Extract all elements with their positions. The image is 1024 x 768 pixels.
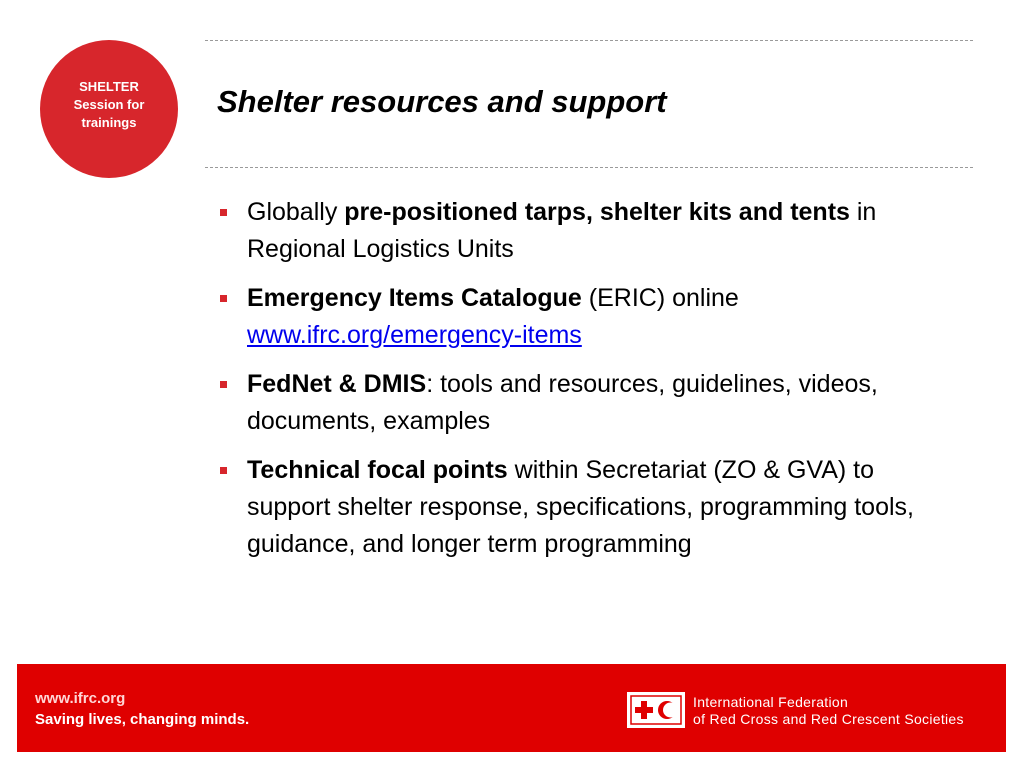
footer-slogan: Saving lives, changing minds.	[35, 711, 250, 728]
bullet-item-prepositioned-stock	[217, 194, 937, 268]
top-divider	[205, 40, 973, 41]
bullet-text-bold: Emergency Items Catalogue	[247, 284, 582, 312]
square-bullet-icon	[220, 381, 227, 388]
bullet-item-focal-points	[217, 452, 937, 563]
footer-org-line-2: of Red Cross and Red Crescent Societies	[693, 711, 964, 727]
bullet-text-post: (ERIC) online	[581, 284, 739, 312]
slide-title: Shelter resources and support	[217, 84, 667, 119]
red-cross-red-crescent-logo-icon	[628, 693, 684, 727]
badge-line-1: SHELTER	[79, 79, 139, 94]
bullet-text-pre: Globally	[247, 198, 345, 226]
footer-url: www.ifrc.org	[35, 690, 126, 707]
bullet-text-bold: Technical focal points	[247, 456, 508, 484]
shelter-session-badge	[40, 40, 178, 178]
logo-svg	[630, 695, 682, 725]
badge-line-3: trainings	[81, 115, 137, 130]
bottom-divider	[205, 167, 973, 168]
square-bullet-icon	[220, 209, 227, 216]
square-bullet-icon	[220, 467, 227, 474]
bullet-text-post: within Secretariat (ZO & GVA) to support shelter response, specifications, programming tools, guidance, and longer term programming	[247, 456, 914, 558]
footer-bar	[17, 664, 1006, 752]
footer-org-line-1: International Federation	[693, 694, 849, 710]
bullet-item-eric	[217, 280, 937, 354]
square-bullet-icon	[220, 295, 227, 302]
bullet-text-post: : tools and resources, guidelines, videos, documents, examples	[247, 370, 878, 435]
bullet-item-fednet-dmis	[217, 366, 937, 440]
badge-line-2: Session for	[73, 97, 145, 112]
footer-left	[35, 688, 249, 730]
emergency-items-link[interactable]: www.ifrc.org/emergency-items	[247, 321, 582, 349]
bullet-text-bold: pre-positioned tarps, shelter kits and tents	[344, 198, 850, 226]
footer-organisation-name	[693, 694, 964, 728]
bullet-list	[217, 194, 937, 575]
bullet-text-bold: FedNet & DMIS	[247, 370, 427, 398]
bullet-text-post: in Regional Logistics Units	[247, 198, 877, 263]
